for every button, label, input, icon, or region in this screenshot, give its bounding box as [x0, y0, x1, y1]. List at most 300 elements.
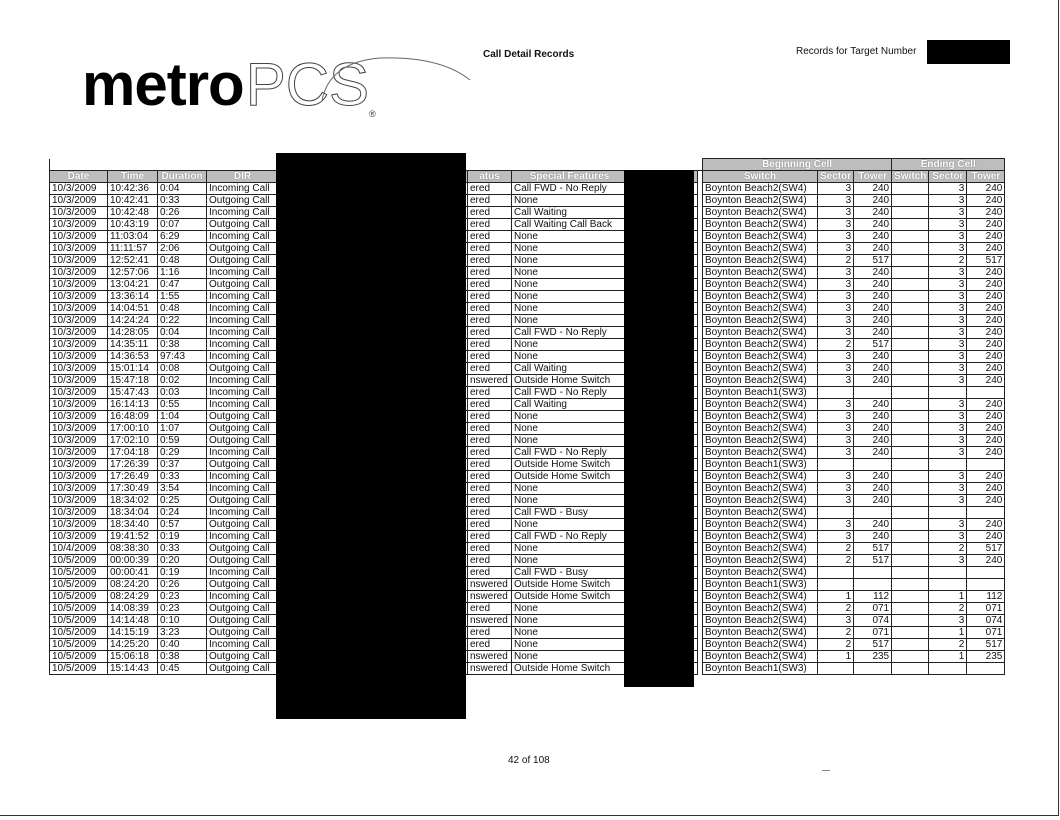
table-cell: ered — [468, 267, 512, 279]
table-cell: 3 — [818, 435, 854, 447]
table-cell — [854, 579, 892, 591]
table-cell: Outgoing Call — [207, 363, 279, 375]
table-cell: 3 — [818, 375, 854, 387]
table-cell: 6:29 — [158, 231, 207, 243]
table-cell: Incoming Call — [207, 315, 279, 327]
table-cell: 10/3/2009 — [50, 375, 108, 387]
table-cell: 14:36:53 — [108, 351, 158, 363]
table-cell: 2 — [818, 639, 854, 651]
table-cell: 240 — [967, 423, 1005, 435]
report-title: Call Detail Records — [483, 49, 575, 60]
table-cell: 10:43:19 — [108, 219, 158, 231]
table-row — [50, 255, 1005, 267]
table-cell: 517 — [967, 255, 1005, 267]
table-cell: 2 — [929, 603, 967, 615]
table-cell: 3 — [929, 555, 967, 567]
table-cell: Outside Home Switch — [512, 579, 628, 591]
table-cell — [967, 663, 1005, 675]
table-cell: None — [512, 651, 628, 663]
table-cell — [892, 363, 929, 375]
table-row — [50, 327, 1005, 339]
table-cell: 3 — [929, 411, 967, 423]
table-cell: 517 — [854, 339, 892, 351]
table-cell: 0:10 — [158, 615, 207, 627]
table-cell — [892, 639, 929, 651]
column-header: Date — [50, 171, 108, 183]
table-cell: 3 — [929, 423, 967, 435]
table-cell: Boynton Beach2(SW4) — [703, 483, 818, 495]
table-cell — [854, 567, 892, 579]
table-cell: 10:42:48 — [108, 207, 158, 219]
table-cell: 240 — [854, 435, 892, 447]
table-cell: 3 — [929, 615, 967, 627]
table-row — [50, 231, 1005, 243]
redaction-block-callerid — [624, 170, 694, 687]
table-cell — [892, 435, 929, 447]
table-cell: ered — [468, 423, 512, 435]
table-cell: 0:23 — [158, 591, 207, 603]
table-cell: Boynton Beach2(SW4) — [703, 435, 818, 447]
table-cell — [967, 387, 1005, 399]
table-cell: 240 — [967, 291, 1005, 303]
table-row — [50, 399, 1005, 411]
table-cell: 240 — [967, 279, 1005, 291]
table-cell: 0:25 — [158, 495, 207, 507]
table-cell: 3 — [818, 219, 854, 231]
table-cell: 240 — [967, 519, 1005, 531]
table-cell: 0:37 — [158, 459, 207, 471]
table-cell: Boynton Beach2(SW4) — [703, 603, 818, 615]
table-cell: 00:00:39 — [108, 555, 158, 567]
table-cell: 240 — [854, 207, 892, 219]
table-row — [50, 519, 1005, 531]
table-cell: None — [512, 411, 628, 423]
table-cell: Outside Home Switch — [512, 471, 628, 483]
table-cell: 240 — [967, 195, 1005, 207]
table-cell: 235 — [967, 651, 1005, 663]
table-cell: 2 — [818, 339, 854, 351]
table-cell: Boynton Beach2(SW4) — [703, 375, 818, 387]
table-row — [50, 267, 1005, 279]
table-cell: Outgoing Call — [207, 219, 279, 231]
table-cell: 15:01:14 — [108, 363, 158, 375]
table-cell — [892, 591, 929, 603]
table-cell — [967, 579, 1005, 591]
table-cell — [892, 243, 929, 255]
table-row — [50, 279, 1005, 291]
table-cell: ered — [468, 639, 512, 651]
table-row — [50, 567, 1005, 579]
table-cell: 240 — [967, 363, 1005, 375]
table-cell: 2 — [818, 543, 854, 555]
table-cell: Boynton Beach2(SW4) — [703, 423, 818, 435]
table-cell: 0:38 — [158, 651, 207, 663]
table-cell: 10/5/2009 — [50, 651, 108, 663]
table-cell: 13:04:21 — [108, 279, 158, 291]
table-cell: 10/3/2009 — [50, 183, 108, 195]
table-cell: Boynton Beach2(SW4) — [703, 219, 818, 231]
table-cell: 0:19 — [158, 567, 207, 579]
table-cell: Boynton Beach2(SW4) — [703, 627, 818, 639]
table-cell: None — [512, 267, 628, 279]
table-cell: 0:08 — [158, 363, 207, 375]
table-cell: 517 — [854, 255, 892, 267]
table-cell: nswered — [468, 663, 512, 675]
table-cell: 10:42:41 — [108, 195, 158, 207]
table-cell: 10/3/2009 — [50, 399, 108, 411]
table-cell: 3:23 — [158, 627, 207, 639]
table-cell: Call Waiting Call Back — [512, 219, 628, 231]
table-cell — [892, 627, 929, 639]
table-cell: 3 — [818, 231, 854, 243]
table-cell: None — [512, 195, 628, 207]
table-cell: Boynton Beach2(SW4) — [703, 363, 818, 375]
group-header-beginning-cell: Beginning Cell — [703, 159, 892, 171]
table-cell: Call FWD - Busy — [512, 507, 628, 519]
table-cell: 15:47:18 — [108, 375, 158, 387]
table-row — [50, 579, 1005, 591]
table-cell: 17:26:49 — [108, 471, 158, 483]
table-cell: ered — [468, 555, 512, 567]
table-cell: Outgoing Call — [207, 663, 279, 675]
table-cell: 0:20 — [158, 555, 207, 567]
table-cell: Boynton Beach2(SW4) — [703, 267, 818, 279]
table-cell: 0:26 — [158, 579, 207, 591]
table-row — [50, 627, 1005, 639]
table-cell: 074 — [854, 615, 892, 627]
table-cell — [892, 267, 929, 279]
table-cell: 10/3/2009 — [50, 363, 108, 375]
table-cell: 10/3/2009 — [50, 267, 108, 279]
table-cell: 0:55 — [158, 399, 207, 411]
table-cell: Incoming Call — [207, 471, 279, 483]
table-cell: ered — [468, 183, 512, 195]
column-header: Sector — [818, 171, 854, 183]
table-cell: ered — [468, 207, 512, 219]
table-row — [50, 663, 1005, 675]
table-cell: Boynton Beach2(SW4) — [703, 243, 818, 255]
table-cell: 2 — [929, 639, 967, 651]
table-cell: 0:59 — [158, 435, 207, 447]
table-cell: Boynton Beach2(SW4) — [703, 543, 818, 555]
table-cell: None — [512, 519, 628, 531]
column-header: Special Features — [512, 171, 628, 183]
table-cell: Outgoing Call — [207, 243, 279, 255]
table-cell: ered — [468, 447, 512, 459]
table-cell — [892, 315, 929, 327]
table-cell: 240 — [967, 531, 1005, 543]
table-cell: None — [512, 543, 628, 555]
table-cell: 0:19 — [158, 531, 207, 543]
table-row — [50, 651, 1005, 663]
table-cell: Outgoing Call — [207, 279, 279, 291]
table-cell: Call Waiting — [512, 399, 628, 411]
table-cell: 3 — [818, 615, 854, 627]
table-cell: 240 — [854, 219, 892, 231]
table-row — [50, 483, 1005, 495]
table-cell: 240 — [967, 447, 1005, 459]
table-cell: 14:15:19 — [108, 627, 158, 639]
table-row — [50, 507, 1005, 519]
table-cell: 3 — [929, 231, 967, 243]
table-cell: 3 — [929, 315, 967, 327]
table-cell: 2 — [818, 255, 854, 267]
table-cell: 10/3/2009 — [50, 495, 108, 507]
table-cell: 240 — [967, 267, 1005, 279]
table-cell: Incoming Call — [207, 231, 279, 243]
table-cell: Boynton Beach2(SW4) — [703, 183, 818, 195]
table-row — [50, 303, 1005, 315]
table-cell — [854, 507, 892, 519]
table-cell: 240 — [854, 291, 892, 303]
table-cell: Boynton Beach2(SW4) — [703, 471, 818, 483]
table-cell — [818, 459, 854, 471]
table-group-header-row — [50, 159, 1005, 171]
column-header: Sector — [929, 171, 967, 183]
table-cell: Incoming Call — [207, 567, 279, 579]
table-cell: ered — [468, 627, 512, 639]
table-cell: 0:02 — [158, 375, 207, 387]
table-cell: ered — [468, 507, 512, 519]
table-cell: 240 — [854, 363, 892, 375]
table-cell — [892, 183, 929, 195]
table-cell: Outside Home Switch — [512, 375, 628, 387]
table-cell: 0:48 — [158, 255, 207, 267]
table-cell: 112 — [967, 591, 1005, 603]
table-cell: 3 — [818, 495, 854, 507]
table-cell — [892, 471, 929, 483]
table-cell: 240 — [967, 399, 1005, 411]
table-cell: None — [512, 639, 628, 651]
table-cell: 3 — [818, 279, 854, 291]
table-cell: Outgoing Call — [207, 651, 279, 663]
table-cell: 16:48:09 — [108, 411, 158, 423]
table-cell: 3 — [929, 195, 967, 207]
table-cell: 240 — [854, 327, 892, 339]
table-cell: 10/3/2009 — [50, 459, 108, 471]
table-cell: nswered — [468, 591, 512, 603]
table-cell: Outgoing Call — [207, 543, 279, 555]
table-cell: 240 — [967, 303, 1005, 315]
table-cell — [892, 351, 929, 363]
table-cell: Boynton Beach2(SW4) — [703, 315, 818, 327]
table-cell: ered — [468, 543, 512, 555]
table-cell: 240 — [967, 435, 1005, 447]
table-cell: Incoming Call — [207, 327, 279, 339]
table-cell: 3 — [929, 435, 967, 447]
table-cell: 12:52:41 — [108, 255, 158, 267]
table-cell: 0:04 — [158, 327, 207, 339]
table-cell: None — [512, 243, 628, 255]
table-cell: 18:34:40 — [108, 519, 158, 531]
table-cell: Boynton Beach2(SW4) — [703, 615, 818, 627]
call-records-table — [49, 158, 1005, 675]
table-cell: ered — [468, 363, 512, 375]
table-cell: Boynton Beach2(SW4) — [703, 519, 818, 531]
table-cell — [892, 519, 929, 531]
table-cell: None — [512, 231, 628, 243]
table-cell: 15:06:18 — [108, 651, 158, 663]
table-row — [50, 435, 1005, 447]
table-cell: Boynton Beach2(SW4) — [703, 339, 818, 351]
table-cell: ered — [468, 195, 512, 207]
table-cell: None — [512, 279, 628, 291]
table-cell: nswered — [468, 615, 512, 627]
table-cell: nswered — [468, 375, 512, 387]
table-cell: Boynton Beach2(SW4) — [703, 447, 818, 459]
table-cell: 3 — [929, 531, 967, 543]
table-cell — [892, 459, 929, 471]
table-cell — [892, 279, 929, 291]
table-cell: 14:25:20 — [108, 639, 158, 651]
table-cell: ered — [468, 603, 512, 615]
table-cell: Outside Home Switch — [512, 663, 628, 675]
table-cell — [967, 507, 1005, 519]
table-cell: Incoming Call — [207, 183, 279, 195]
table-cell: 0:33 — [158, 543, 207, 555]
table-cell: Boynton Beach2(SW4) — [703, 327, 818, 339]
table-cell: 10/3/2009 — [50, 291, 108, 303]
table-cell — [929, 663, 967, 675]
table-cell: 3 — [929, 327, 967, 339]
page-number: 42 of 108 — [508, 755, 550, 766]
table-cell: Outgoing Call — [207, 195, 279, 207]
table-cell — [892, 615, 929, 627]
table-cell: 10/3/2009 — [50, 207, 108, 219]
table-cell: 14:14:48 — [108, 615, 158, 627]
scan-mark — [822, 770, 830, 771]
table-cell: 15:14:43 — [108, 663, 158, 675]
table-cell: 240 — [854, 519, 892, 531]
table-row — [50, 459, 1005, 471]
table-row — [50, 351, 1005, 363]
table-cell: 240 — [967, 231, 1005, 243]
table-cell: 240 — [854, 243, 892, 255]
table-cell — [892, 231, 929, 243]
table-cell: 11:11:57 — [108, 243, 158, 255]
table-cell: Boynton Beach2(SW4) — [703, 207, 818, 219]
table-cell — [929, 579, 967, 591]
table-cell: ered — [468, 411, 512, 423]
table-cell: 517 — [854, 555, 892, 567]
table-cell: 1 — [929, 627, 967, 639]
table-cell: 517 — [967, 543, 1005, 555]
table-cell: ered — [468, 531, 512, 543]
table-cell: ered — [468, 483, 512, 495]
table-cell: 240 — [854, 423, 892, 435]
table-cell — [892, 531, 929, 543]
table-cell: 1 — [929, 651, 967, 663]
column-header: Tower — [854, 171, 892, 183]
table-cell — [892, 411, 929, 423]
table-cell: 3 — [929, 471, 967, 483]
table-cell: 3 — [818, 303, 854, 315]
table-cell: Boynton Beach2(SW4) — [703, 567, 818, 579]
table-row — [50, 531, 1005, 543]
table-cell: 2 — [818, 603, 854, 615]
table-cell: 15:47:43 — [108, 387, 158, 399]
table-cell: 0:48 — [158, 303, 207, 315]
table-cell: ered — [468, 339, 512, 351]
table-cell: 10/3/2009 — [50, 255, 108, 267]
table-cell: Boynton Beach2(SW4) — [703, 195, 818, 207]
table-cell: 3 — [929, 495, 967, 507]
table-cell: Call FWD - No Reply — [512, 183, 628, 195]
table-cell: None — [512, 615, 628, 627]
table-cell: Outgoing Call — [207, 459, 279, 471]
table-cell: 240 — [967, 411, 1005, 423]
table-row — [50, 183, 1005, 195]
table-cell: Outside Home Switch — [512, 459, 628, 471]
table-cell: Incoming Call — [207, 207, 279, 219]
table-cell: Incoming Call — [207, 531, 279, 543]
table-cell: None — [512, 495, 628, 507]
table-cell: 00:00:41 — [108, 567, 158, 579]
table-cell: 3 — [929, 399, 967, 411]
table-cell: ered — [468, 435, 512, 447]
table-cell: 3 — [818, 351, 854, 363]
table-cell — [892, 507, 929, 519]
table-cell: 10/3/2009 — [50, 423, 108, 435]
table-cell: 3 — [818, 399, 854, 411]
table-cell — [967, 459, 1005, 471]
table-cell: Outside Home Switch — [512, 591, 628, 603]
table-cell: 240 — [967, 351, 1005, 363]
table-row — [50, 411, 1005, 423]
table-cell: 3 — [929, 279, 967, 291]
table-cell — [892, 195, 929, 207]
table-cell: 10/3/2009 — [50, 507, 108, 519]
table-cell: Boynton Beach2(SW4) — [703, 399, 818, 411]
table-cell: 3 — [818, 291, 854, 303]
table-cell: 240 — [967, 471, 1005, 483]
table-row — [50, 447, 1005, 459]
table-row — [50, 315, 1005, 327]
table-cell: 10/3/2009 — [50, 483, 108, 495]
table-cell: ered — [468, 255, 512, 267]
table-cell: 10/3/2009 — [50, 231, 108, 243]
table-cell: Incoming Call — [207, 639, 279, 651]
table-cell: 3 — [818, 363, 854, 375]
table-cell: 3:54 — [158, 483, 207, 495]
table-cell — [892, 423, 929, 435]
table-cell: 240 — [854, 315, 892, 327]
table-row — [50, 555, 1005, 567]
table-cell: Incoming Call — [207, 339, 279, 351]
table-cell — [892, 255, 929, 267]
table-cell: Boynton Beach2(SW4) — [703, 303, 818, 315]
table-cell: Boynton Beach2(SW4) — [703, 639, 818, 651]
table-cell: 0:45 — [158, 663, 207, 675]
table-cell: 1:16 — [158, 267, 207, 279]
table-cell: ered — [468, 459, 512, 471]
table-cell: 10/3/2009 — [50, 303, 108, 315]
table-cell: Boynton Beach1(SW3) — [703, 663, 818, 675]
logo-registered-mark: ® — [369, 109, 376, 119]
table-cell: 14:04:51 — [108, 303, 158, 315]
target-number-label: Records for Target Number — [796, 46, 917, 57]
table-cell: Incoming Call — [207, 447, 279, 459]
logo-metro-text: metro — [82, 51, 244, 118]
table-cell: 10/3/2009 — [50, 315, 108, 327]
table-cell: 3 — [818, 267, 854, 279]
table-cell: 3 — [929, 303, 967, 315]
table-cell: ered — [468, 351, 512, 363]
table-cell: 240 — [854, 411, 892, 423]
table-cell: Boynton Beach1(SW3) — [703, 459, 818, 471]
table-cell: 10/5/2009 — [50, 639, 108, 651]
table-cell: Call Waiting — [512, 207, 628, 219]
